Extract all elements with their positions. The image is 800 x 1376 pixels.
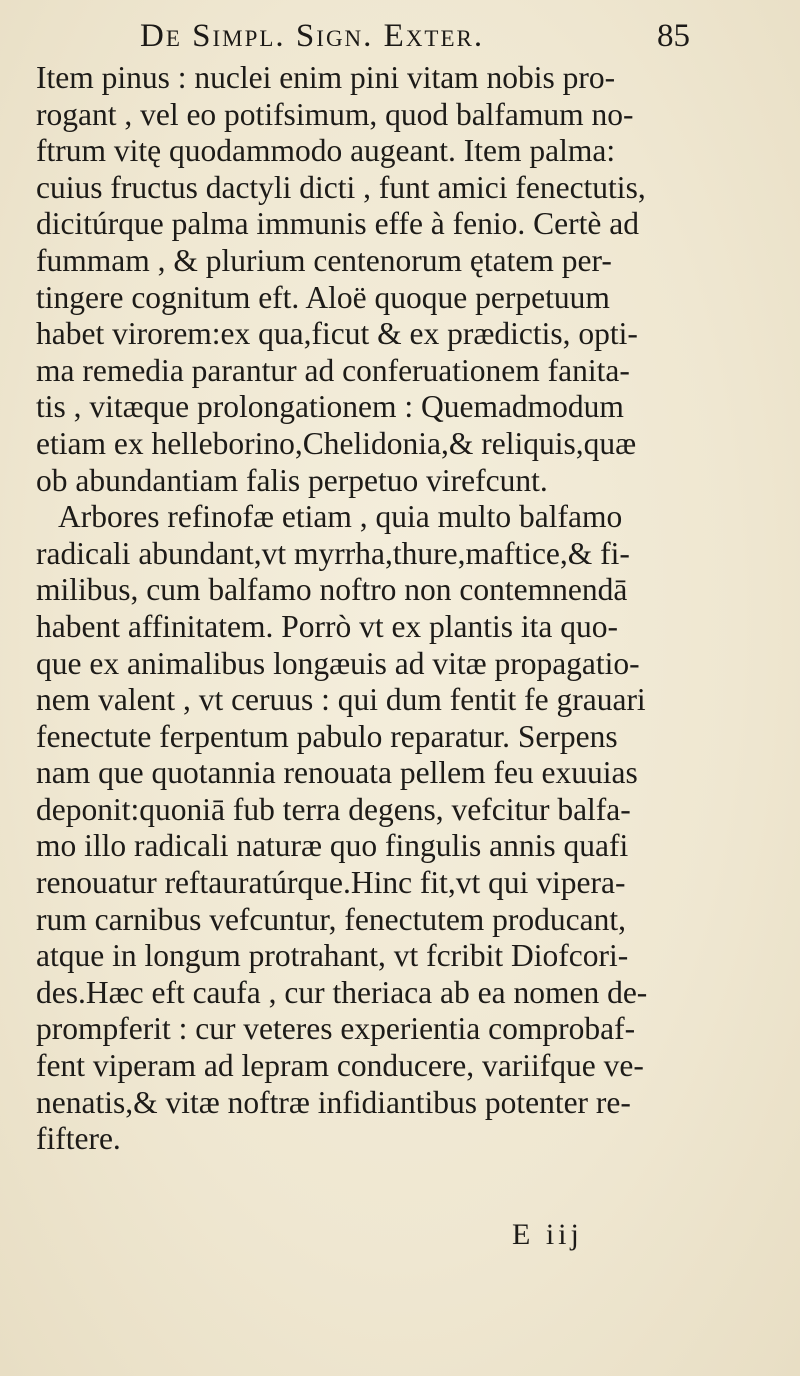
text-line: mo illo radicali naturæ quo fingulis annis quafi [36, 828, 629, 864]
text-line: atque in longum protrahant, vt fcribit Diofcori- [36, 938, 629, 974]
text-line: nenatis,& vitæ noftræ infidiantibus potenter re- [36, 1084, 631, 1120]
text-line: etiam ex helleborino,Chelidonia,& reliquis,quæ [36, 425, 637, 461]
text-line: dicitúrque palma immunis effe à fenio. Certè ad [36, 206, 639, 242]
running-head [130, 18, 690, 60]
body-text [36, 60, 776, 1158]
signature-mark: E iij [512, 1218, 583, 1251]
text-line: rum carnibus vefcuntur, fenectutem producant, [36, 901, 627, 937]
text-line: cuius fructus dactyli dicti , funt amici fenectutis, [36, 169, 646, 205]
text-line: rogant , vel eo potifsimum, quod balfamum no- [36, 96, 634, 132]
text-line: fenectute ferpentum pabulo reparatur. Serpens [36, 718, 618, 754]
text-line: milibus, cum balfamo noftro non contemnendā [36, 572, 628, 608]
text-line: que ex animalibus longæuis ad vitæ propagatio- [36, 645, 640, 681]
text-line: radicali abundant,vt myrrha,thure,maftice,& fi- [36, 535, 630, 571]
text-line: tis , vitæque prolongationem : Quemadmodum [36, 389, 624, 425]
text-line: nem valent , vt ceruus : qui dum fentit fe grauari [36, 682, 646, 718]
running-title: De Simpl. Sign. Exter. [140, 18, 485, 54]
text-line: ob abundantiam falis perpetuo virefcunt. [36, 462, 548, 498]
text-line: Item pinus : nuclei enim pini vitam nobis pro- [36, 60, 616, 95]
text-line: habent affinitatem. Porrò vt ex plantis ita quo- [36, 608, 619, 644]
text-line: ma remedia parantur ad conferuationem fanita- [36, 352, 630, 388]
text-line: fiftere. [36, 1121, 121, 1157]
text-line: nam que quotannia renouata pellem feu exuuias [36, 755, 638, 791]
text-line: tingere cognitum eft. Aloë quoque perpetuum [36, 279, 610, 315]
text-line: deponit:quoniā fub terra degens, vefcitur balfa- [36, 791, 631, 827]
text-line: prompferit : cur veteres experientia comprobaf- [36, 1011, 636, 1047]
text-line: fent viperam ad lepram conducere, variifque ve- [36, 1048, 644, 1084]
text-line: renouatur reftauratúrque.Hinc fit,vt qui vipera- [36, 865, 626, 901]
text-line: habet virorem:ex qua,ficut & ex prædictis, opti- [36, 316, 638, 352]
text-line: Arbores refinofæ etiam , quia multo balfamo [58, 499, 623, 535]
text-line: ftrum vitę quodammodo augeant. Item palma: [36, 133, 616, 169]
text-line: fummam , & plurium centenorum ętatem per- [36, 242, 612, 278]
page-number: 85 [657, 18, 690, 54]
text-line: des.Hæc eft caufa , cur theriaca ab ea nomen de- [36, 974, 648, 1010]
